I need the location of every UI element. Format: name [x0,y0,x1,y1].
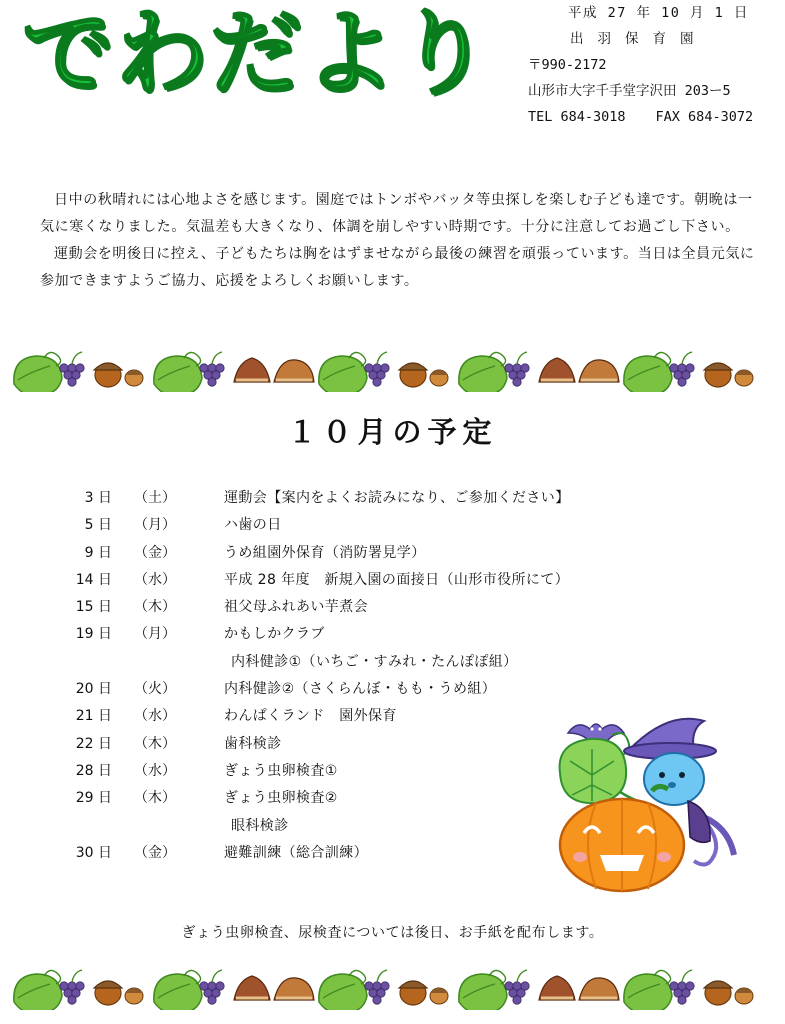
schedule-event: かもしかクラブ [224,626,325,643]
schedule-row [0,621,785,648]
schedule-weekday: （水） [134,571,176,588]
leaf-icon [14,970,62,1010]
acorn-icon [704,363,753,387]
schedule-weekday: （月） [134,626,176,643]
schedule-event: 内科健診①（いちご・すみれ・たんぽぽ組） [231,653,518,670]
grape-icon [505,970,529,1004]
grape-icon [670,970,694,1004]
schedule-day: 21 日 [75,708,112,725]
leaf-icon [154,352,202,392]
leaf-icon [624,352,672,392]
leaf-icon [459,970,507,1010]
schedule-event: 避難訓練（総合訓練） [224,844,368,861]
schedule-event: 内科健診②（さくらんぼ・もも・うめ組） [224,681,497,698]
tel-number: TEL 684-3018 [528,109,626,125]
grape-icon [505,352,529,386]
schedule-row [0,512,785,539]
leaf-icon [154,970,202,1010]
schedule-event: 祖父母ふれあい芋煮会 [224,599,368,616]
leaf-icon [624,970,672,1010]
school-name: 出羽保育園 [570,31,708,47]
schedule-event: ハ歯の日 [224,517,282,534]
schedule-event: ぎょう虫卵検査① [224,762,338,779]
leaf-icon [319,970,367,1010]
chestnut-icon [539,976,619,1000]
schedule-weekday: （木） [134,735,176,752]
chestnut-icon [234,358,314,382]
acorn-icon [399,363,448,387]
schedule-row [0,649,785,676]
grape-icon [670,352,694,386]
acorn-icon [399,981,448,1005]
footnote: ぎょう虫卵検査、尿検査については後日、お手紙を配布します。 [181,925,604,941]
leaf-icon [14,352,62,392]
schedule-weekday: （火） [134,681,176,698]
schedule-event: ぎょう虫卵検査② [224,790,338,807]
autumn-border-bottom [0,966,785,1010]
schedule-weekday: （金） [134,844,176,861]
schedule-event: 運動会【案内をよくお読みになり、ご参加ください】 [224,490,570,506]
leaf-icon [319,352,367,392]
school-info [528,0,778,130]
schedule-weekday: （水） [134,762,176,779]
schedule-row [0,567,785,594]
fax-number: FAX 684-3072 [655,109,754,125]
schedule-row [0,594,785,621]
schedule-weekday: （土） [134,490,176,506]
schedule-day: 30 日 [75,844,112,861]
schedule-row [0,485,785,512]
schedule-day: 22 日 [75,735,112,752]
schedule-day: 15 日 [75,599,112,616]
halloween-pumpkin-witch-icon [548,705,744,895]
schedule-day: 5 日 [84,517,112,534]
newsletter-title: でわだより [22,0,493,107]
chestnut-icon [234,976,314,1000]
schedule-day: 29 日 [75,790,112,807]
schedule-event: 歯科検診 [224,735,282,752]
contact-numbers [528,104,778,130]
grape-icon [60,352,84,386]
schedule-day: 20 日 [75,681,112,698]
schedule-weekday: （月） [134,517,176,534]
intro-paragraph-2: 運動会を明後日に控え、子どもたちは胸をはずませながら最後の練習を頑張っています。当日は全員元気に参加できますようご協力、応援をよろしくお願いします。 [40,246,755,289]
schedule-day: 28 日 [75,762,112,779]
schedule-day: 14 日 [75,571,112,588]
schedule-weekday: （木） [134,790,176,807]
schedule-title: １０月の予定 [287,415,498,449]
schedule-weekday: （木） [134,599,176,616]
schedule-event: 平成 28 年度 新規入園の面接日（山形市役所にて） [224,571,570,588]
schedule-event: 眼科検診 [231,817,289,834]
schedule-event: うめ組園外保育（消防署見学） [224,544,426,561]
grape-icon [60,970,84,1004]
acorn-icon [94,981,143,1005]
acorn-icon [704,981,753,1005]
postal-code: 〒990-2172 [528,57,607,73]
school-address: 山形市大字千手堂字沢田 203ー5 [528,83,731,99]
schedule-row [0,540,785,567]
intro-text [40,187,760,295]
issue-date: 平成 27 年 10 月 1 日 [568,5,749,21]
schedule-day: 3 日 [84,490,112,506]
schedule-event: わんぱくランド 園外保育 [224,708,397,725]
grape-icon [365,352,389,386]
acorn-icon [94,363,143,387]
autumn-border-top [0,348,785,392]
chestnut-icon [539,358,619,382]
intro-paragraph-1: 日中の秋晴れには心地よさを感じます。園庭ではトンボやバッタ等虫探しを楽しむ子ども達です。朝晩は一気に寒くなりました。気温差も大きくなり、体調を崩しやすい時期です。十分に注意してお過ごし下さい。 [40,192,753,235]
leaf-icon [459,352,507,392]
schedule-weekday: （水） [134,708,176,725]
schedule-row [0,676,785,703]
grape-icon [200,352,224,386]
grape-icon [200,970,224,1004]
schedule-weekday: （金） [134,544,176,561]
schedule-day: 19 日 [75,626,112,643]
schedule-day: 9 日 [84,544,112,561]
grape-icon [365,970,389,1004]
